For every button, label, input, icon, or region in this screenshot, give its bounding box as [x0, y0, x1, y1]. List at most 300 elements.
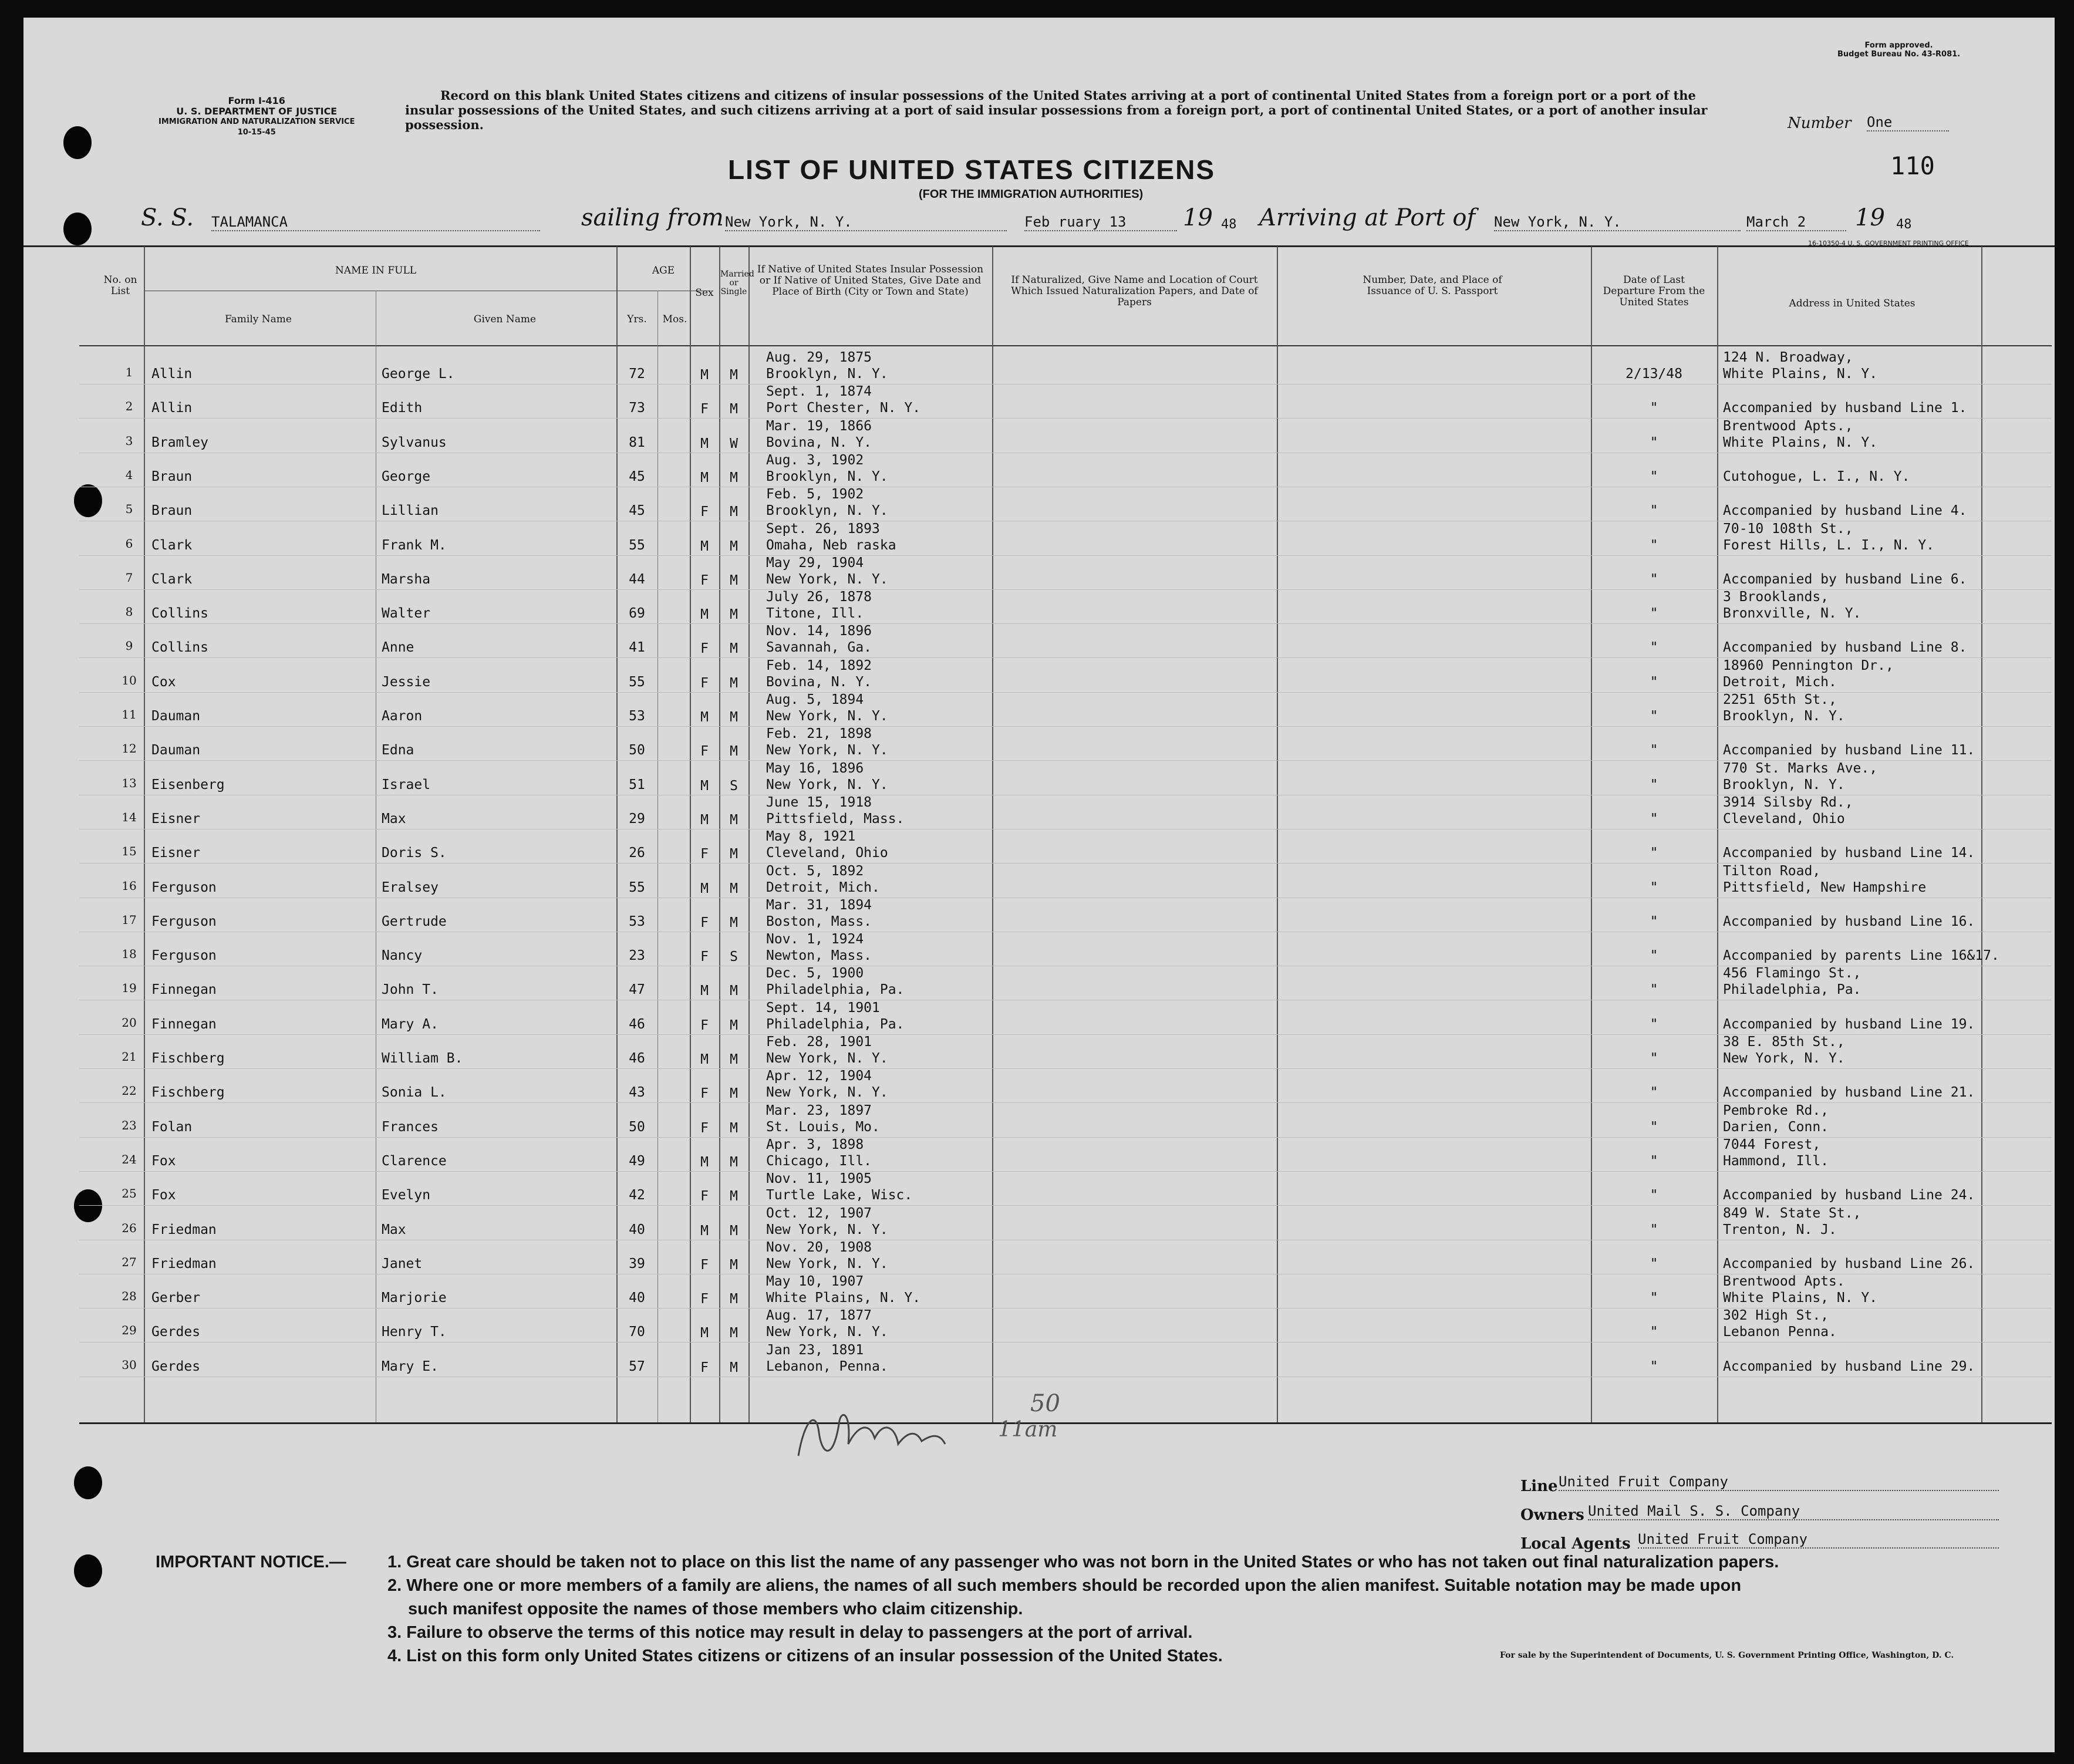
family-name: Ferguson	[151, 914, 217, 929]
row-number: 22	[122, 1084, 137, 1098]
birth-date: May 10, 1907	[766, 1274, 864, 1289]
approval-line: Budget Bureau No. 43-R081.	[1837, 50, 1961, 59]
last-departure: "	[1650, 845, 1658, 861]
marital-status: M	[730, 710, 738, 725]
birth-place: White Plains, N. Y.	[766, 1290, 921, 1306]
family-name: Eisner	[151, 845, 201, 861]
marital-status: M	[730, 846, 738, 862]
marital-status: M	[730, 504, 738, 520]
row-rule	[79, 555, 2052, 556]
address-line-2: New York, N. Y.	[1723, 1051, 1845, 1066]
birth-place: St. Louis, Mo.	[766, 1119, 880, 1135]
address-line-1: 18960 Pennington Dr.,	[1723, 658, 1894, 673]
marital-status: S	[730, 949, 738, 964]
birth-place: Philadelphia, Pa.	[766, 1017, 905, 1032]
marital-status: M	[730, 812, 738, 828]
sex: F	[700, 1360, 709, 1375]
last-departure: "	[1650, 400, 1658, 416]
family-name: Ferguson	[151, 880, 217, 895]
address-line-2: Cutohogue, L. I., N. Y.	[1723, 469, 1910, 484]
row-number: 16	[122, 879, 137, 893]
marital-status: W	[730, 436, 738, 451]
col-divider	[144, 247, 145, 1422]
address-line-2: Darien, Conn.	[1723, 1119, 1829, 1135]
birth-date: Dec. 5, 1900	[766, 966, 864, 981]
marital-status: M	[730, 983, 738, 999]
marital-status: M	[730, 1018, 738, 1033]
last-departure: "	[1650, 1324, 1658, 1340]
birth-date: May 29, 1904	[766, 555, 864, 571]
family-name: Allin	[151, 366, 193, 382]
last-departure: "	[1650, 469, 1658, 484]
last-departure: "	[1650, 914, 1658, 929]
notice-item-2: 2. Where one or more members of a family are aliens, the names of all such members should be recorded upon the alien manifest. Suitable notation may be made upon	[387, 1576, 1742, 1595]
birth-date: Aug. 29, 1875	[766, 350, 872, 365]
punch-hole	[74, 1554, 102, 1587]
given-name: Doris S.	[382, 845, 447, 861]
address-line-1: 3914 Silsby Rd.,	[1723, 795, 1853, 810]
birth-place: Brooklyn, N. Y.	[766, 503, 888, 518]
punch-hole	[74, 1466, 102, 1499]
notice-item-2-cont: such manifest opposite the names of those members who claim citizenship.	[408, 1600, 1023, 1618]
address-line-2: Trenton, N. J.	[1723, 1222, 1837, 1237]
last-departure: "	[1650, 538, 1658, 553]
handwritten-note: 11am	[998, 1418, 1058, 1442]
col-divider	[719, 247, 720, 1422]
row-number: 7	[125, 571, 133, 585]
birth-date: Sept. 26, 1893	[766, 521, 880, 537]
table-header-rule	[79, 345, 2052, 346]
row-number: 20	[122, 1016, 137, 1030]
address-line-1: 770 St. Marks Ave.,	[1723, 761, 1878, 776]
row-rule	[79, 1171, 2052, 1172]
sex: F	[700, 676, 709, 691]
last-departure: 2/13/48	[1626, 366, 1682, 382]
marital-status: M	[730, 915, 738, 930]
last-departure: "	[1650, 435, 1658, 450]
last-departure: "	[1650, 572, 1658, 587]
family-name: Gerdes	[151, 1359, 201, 1374]
address-line-2: Accompanied by husband Line 1.	[1723, 400, 1967, 416]
birth-place: New York, N. Y.	[766, 1085, 888, 1100]
last-departure: "	[1650, 880, 1658, 895]
family-name: Dauman	[151, 709, 201, 724]
birth-date: Feb. 5, 1902	[766, 487, 864, 502]
address-line-1: Tilton Road,	[1723, 864, 1821, 879]
age-years: 53	[629, 709, 645, 724]
birth-date: Sept. 1, 1874	[766, 384, 872, 399]
row-number: 27	[122, 1255, 137, 1269]
sex: M	[700, 1155, 709, 1170]
sex: F	[700, 1121, 709, 1136]
marital-status: M	[730, 1325, 738, 1341]
owners-label: Owners	[1520, 1506, 1584, 1524]
birth-place: New York, N. Y.	[766, 1051, 888, 1066]
sex: F	[700, 641, 709, 656]
age-years: 50	[629, 743, 645, 758]
given-name: Eralsey	[382, 880, 439, 895]
address-line-2: Accompanied by husband Line 8.	[1723, 640, 1967, 655]
family-name: Clark	[151, 538, 193, 553]
notice-item-3: 3. Failure to observe the terms of this notice may result in delay to passengers at the port of arrival.	[387, 1623, 1193, 1642]
birth-date: Apr. 12, 1904	[766, 1068, 872, 1084]
age-years: 49	[629, 1153, 645, 1169]
given-name: Gertrude	[382, 914, 447, 929]
family-name: Clark	[151, 572, 193, 587]
address-line-1: 7044 Forest,	[1723, 1137, 1821, 1152]
birth-place: Brooklyn, N. Y.	[766, 366, 888, 382]
age-years: 73	[629, 400, 645, 416]
marital-status: M	[730, 744, 738, 759]
address-line-2: Accompanied by husband Line 29.	[1723, 1359, 1975, 1374]
notice-heading: IMPORTANT NOTICE.—	[156, 1553, 346, 1571]
address-line-2: Pittsfield, New Hampshire	[1723, 880, 1927, 895]
sex: M	[700, 778, 709, 794]
given-name: George	[382, 469, 431, 484]
birth-place: New York, N. Y.	[766, 777, 888, 792]
address-line-1: Pembroke Rd.,	[1723, 1103, 1829, 1118]
birth-date: Feb. 21, 1898	[766, 726, 872, 741]
col-divider	[657, 291, 658, 1422]
address-line-2: Accompanied by husband Line 4.	[1723, 503, 1967, 518]
punch-hole	[63, 213, 92, 245]
address-line-1: 38 E. 85th St.,	[1723, 1034, 1845, 1050]
col-divider	[992, 247, 993, 1422]
address-line-1: 70-10 108th St.,	[1723, 521, 1853, 537]
given-name: Edna	[382, 743, 414, 758]
last-departure: "	[1650, 1153, 1658, 1169]
family-name: Eisner	[151, 811, 201, 827]
row-rule	[79, 1342, 2052, 1343]
last-departure: "	[1650, 503, 1658, 518]
family-name: Bramley	[151, 435, 208, 450]
given-name: Sylvanus	[382, 435, 447, 450]
given-name: Nancy	[382, 948, 423, 963]
row-number: 8	[125, 605, 133, 619]
last-departure: "	[1650, 1188, 1658, 1203]
given-name: Jessie	[382, 674, 431, 690]
family-name: Collins	[151, 640, 208, 655]
address-line-2: Accompanied by husband Line 16.	[1723, 914, 1975, 929]
address-line-2: Cleveland, Ohio	[1723, 811, 1845, 827]
col-divider	[1981, 247, 1982, 1422]
sailing-from: New York, N. Y.	[725, 214, 1007, 231]
address-line-1: Brentwood Apts.,	[1723, 419, 1853, 434]
agents-value: United Fruit Company	[1638, 1531, 1999, 1549]
row-number: 25	[122, 1186, 137, 1200]
manifest-sheet	[23, 18, 2055, 1752]
notice-item-4: 4. List on this form only United States citizens or citizens of an insular possession of the United States.	[387, 1647, 1223, 1665]
col-header-yrs: Yrs.	[627, 313, 647, 325]
birth-place: Port Chester, N. Y.	[766, 400, 921, 416]
sex: F	[700, 846, 709, 862]
address-line-2: Brooklyn, N. Y.	[1723, 709, 1845, 724]
given-name: Aaron	[382, 709, 423, 724]
age-years: 41	[629, 640, 645, 655]
given-name: Janet	[382, 1256, 423, 1271]
address-line-1: 3 Brooklands,	[1723, 589, 1829, 605]
birth-place: Chicago, Ill.	[766, 1153, 872, 1169]
age-years: 45	[629, 503, 645, 518]
marital-status: M	[730, 1360, 738, 1375]
given-name: Marsha	[382, 572, 431, 587]
age-years: 50	[629, 1119, 645, 1135]
birth-date: Nov. 1, 1924	[766, 932, 864, 947]
row-number: 4	[125, 468, 133, 482]
birth-place: New York, N. Y.	[766, 709, 888, 724]
sex: F	[700, 949, 709, 964]
family-name: Braun	[151, 503, 193, 518]
row-number: 14	[122, 810, 137, 824]
sailing-date: Feb ruary 13	[1024, 214, 1177, 231]
ss-label: S. S.	[141, 204, 194, 231]
last-departure: "	[1650, 982, 1658, 997]
birth-date: Aug. 3, 1902	[766, 453, 864, 468]
sailing-year-prefix: 19	[1183, 204, 1213, 231]
given-name: Max	[382, 811, 406, 827]
arriving-year: 48	[1896, 217, 1912, 232]
sex: F	[700, 573, 709, 588]
birth-place: Pittsfield, Mass.	[766, 811, 905, 827]
punch-hole	[74, 484, 102, 517]
family-name: Braun	[151, 469, 193, 484]
last-departure: "	[1650, 640, 1658, 655]
family-name: Gerdes	[151, 1324, 201, 1340]
sex: F	[700, 1189, 709, 1204]
address-line-2: Accompanied by husband Line 6.	[1723, 572, 1967, 587]
col-divider	[1717, 247, 1718, 1422]
address-line-2: White Plains, N. Y.	[1723, 366, 1878, 382]
age-years: 46	[629, 1051, 645, 1066]
given-name: Mary E.	[382, 1359, 439, 1374]
given-name: Evelyn	[382, 1188, 431, 1203]
family-name: Collins	[151, 606, 208, 621]
row-number: 28	[122, 1289, 137, 1303]
birth-date: Sept. 14, 1901	[766, 1000, 880, 1016]
address-line-1: 2251 65th St.,	[1723, 692, 1837, 707]
given-name: Frances	[382, 1119, 439, 1135]
row-number: 6	[125, 537, 133, 551]
marital-status: M	[730, 1257, 738, 1273]
page-title: LIST OF UNITED STATES CITIZENS	[728, 154, 1216, 185]
arriving-year-prefix: 19	[1855, 204, 1885, 231]
form-id: Form I-416	[228, 95, 285, 106]
given-name: George L.	[382, 366, 455, 382]
address-line-1: 124 N. Broadway,	[1723, 350, 1853, 365]
row-number: 30	[122, 1358, 137, 1372]
col-header-address: Address in United States	[1789, 298, 1916, 309]
family-name: Friedman	[151, 1256, 217, 1271]
birth-place: Lebanon, Penna.	[766, 1359, 888, 1374]
col-header-naturalized: If Naturalized, Give Name and Location of Court Which Issued Naturalization Papers, and Date of Papers	[1011, 274, 1258, 308]
address-line-2: Accompanied by husband Line 21.	[1723, 1085, 1975, 1100]
row-number: 2	[125, 399, 133, 413]
birth-place: New York, N. Y.	[766, 1256, 888, 1271]
birth-place: Turtle Lake, Wisc.	[766, 1188, 913, 1203]
age-years: 70	[629, 1324, 645, 1340]
family-name: Cox	[151, 674, 176, 690]
birth-date: Oct. 12, 1907	[766, 1206, 872, 1221]
sex: M	[700, 983, 709, 999]
row-rule	[79, 623, 2052, 624]
row-number: 23	[122, 1118, 137, 1132]
address-line-2: Accompanied by husband Line 19.	[1723, 1017, 1975, 1032]
number-label: Number	[1788, 114, 1852, 132]
given-name: Anne	[382, 640, 414, 655]
birth-place: Titone, Ill.	[766, 606, 864, 621]
birth-place: Boston, Mass.	[766, 914, 872, 929]
given-name: Edith	[382, 400, 423, 416]
sex: M	[700, 607, 709, 622]
family-name: Fox	[151, 1188, 176, 1203]
address-line-2: Brooklyn, N. Y.	[1723, 777, 1845, 792]
last-departure: "	[1650, 709, 1658, 724]
punch-hole	[74, 1189, 102, 1222]
birth-place: New York, N. Y.	[766, 743, 888, 758]
arriving-date: March 2	[1746, 214, 1846, 231]
col-header-name: NAME IN FULL	[335, 265, 417, 276]
marital-status: M	[730, 1086, 738, 1101]
marital-status: M	[730, 1155, 738, 1170]
address-line-1: Brentwood Apts.	[1723, 1274, 1845, 1289]
birth-date: Aug. 17, 1877	[766, 1308, 872, 1323]
age-years: 26	[629, 845, 645, 861]
sex: M	[700, 710, 709, 725]
given-name: Mary A.	[382, 1017, 439, 1032]
given-name: Frank M.	[382, 538, 447, 553]
given-name: Clarence	[382, 1153, 447, 1169]
age-years: 81	[629, 435, 645, 450]
row-number: 26	[122, 1221, 137, 1235]
sex: F	[700, 504, 709, 520]
given-name: Walter	[382, 606, 431, 621]
marital-status: M	[730, 1052, 738, 1067]
birth-date: June 15, 1918	[766, 795, 872, 810]
last-departure: "	[1650, 743, 1658, 758]
birth-place: Bovina, N. Y.	[766, 435, 872, 450]
row-rule	[79, 726, 2052, 727]
col-header-married: Married or Single	[720, 269, 754, 296]
col-divider	[748, 247, 750, 1422]
handwritten-note: 50	[1030, 1390, 1060, 1417]
last-departure: "	[1650, 1051, 1658, 1066]
birth-date: Mar. 31, 1894	[766, 898, 872, 913]
age-years: 47	[629, 982, 645, 997]
birth-place: Omaha, Neb raska	[766, 538, 896, 553]
family-name: Fischberg	[151, 1051, 225, 1066]
marital-status: M	[730, 1291, 738, 1307]
sex: M	[700, 812, 709, 828]
birth-date: Apr. 3, 1898	[766, 1137, 864, 1152]
row-number: 29	[122, 1323, 137, 1337]
address-line-2: Philadelphia, Pa.	[1723, 982, 1861, 997]
age-years: 51	[629, 777, 645, 792]
birth-date: Aug. 5, 1894	[766, 692, 864, 707]
address-line-2: Forest Hills, L. I., N. Y.	[1723, 538, 1935, 553]
age-years: 42	[629, 1188, 645, 1203]
birth-date: July 26, 1878	[766, 589, 872, 605]
marital-status: M	[730, 641, 738, 656]
sex: F	[700, 1291, 709, 1307]
owners-value: United Mail S. S. Company	[1588, 1503, 1999, 1520]
sex: F	[700, 402, 709, 417]
age-years: 45	[629, 469, 645, 484]
address-line-2: Accompanied by husband Line 11.	[1723, 743, 1975, 758]
birth-date: Nov. 20, 1908	[766, 1240, 872, 1255]
address-line-2: Accompanied by parents Line 16&17.	[1723, 948, 1999, 963]
address-line-2: Accompanied by husband Line 14.	[1723, 845, 1975, 861]
birth-date: Mar. 19, 1866	[766, 419, 872, 434]
row-number: 17	[122, 913, 137, 927]
row-number: 1	[125, 365, 133, 379]
family-name: Fischberg	[151, 1085, 225, 1100]
col-divider	[1591, 247, 1592, 1422]
address-line-2: Bronxville, N. Y.	[1723, 606, 1861, 621]
col-header-sex: Sex	[695, 287, 714, 299]
birth-place: Philadelphia, Pa.	[766, 982, 905, 997]
birth-date: May 16, 1896	[766, 761, 864, 776]
marital-status: M	[730, 881, 738, 896]
marital-status: M	[730, 402, 738, 417]
age-years: 69	[629, 606, 645, 621]
last-departure: "	[1650, 1256, 1658, 1271]
row-number: 13	[122, 776, 137, 790]
col-header-age: AGE	[652, 265, 675, 276]
marital-status: M	[730, 367, 738, 383]
birth-place: Savannah, Ga.	[766, 640, 872, 655]
birth-place: New York, N. Y.	[766, 572, 888, 587]
sex: F	[700, 1018, 709, 1033]
line-label: Line	[1520, 1478, 1558, 1495]
age-years: 55	[629, 538, 645, 553]
age-years: 55	[629, 880, 645, 895]
sailing-year: 48	[1221, 217, 1237, 232]
given-name: Lillian	[382, 503, 439, 518]
sex: M	[700, 470, 709, 485]
col-header-departure: Date of Last Departure From the United States	[1603, 274, 1705, 308]
marital-status: M	[730, 1189, 738, 1204]
age-years: 23	[629, 948, 645, 963]
age-years: 29	[629, 811, 645, 827]
sex: M	[700, 367, 709, 383]
row-number: 10	[122, 673, 137, 687]
address-line-2: Accompanied by husband Line 24.	[1723, 1188, 1975, 1203]
approval-block	[1837, 41, 1960, 59]
row-number: 5	[125, 502, 133, 516]
address-line-2: Lebanon Penna.	[1723, 1324, 1837, 1340]
age-years: 44	[629, 572, 645, 587]
address-line-2: Hammond, Ill.	[1723, 1153, 1829, 1169]
family-name: Finnegan	[151, 982, 217, 997]
last-departure: "	[1650, 1017, 1658, 1032]
col-header-native: If Native of United States Insular Possession or If Native of United States, Give Date and Place of Birth (City or Town and State)	[757, 264, 984, 298]
department: U. S. DEPARTMENT OF JUSTICE	[176, 106, 338, 117]
last-departure: "	[1650, 1359, 1658, 1374]
number-value: One	[1867, 114, 1949, 131]
marital-status: M	[730, 1223, 738, 1239]
given-name: William B.	[382, 1051, 463, 1066]
birth-date: Feb. 14, 1892	[766, 658, 872, 673]
marital-status: M	[730, 676, 738, 691]
last-departure: "	[1650, 674, 1658, 690]
row-number: 24	[122, 1152, 137, 1166]
last-departure: "	[1650, 777, 1658, 792]
address-line-2: Detroit, Mich.	[1723, 674, 1837, 690]
service: IMMIGRATION AND NATURALIZATION SERVICE	[158, 117, 355, 126]
birth-place: New York, N. Y.	[766, 1222, 888, 1237]
marital-status: M	[730, 573, 738, 588]
sale-note: For sale by the Superintendent of Documents, U. S. Government Printing Office, Washington, D. C.	[1500, 1651, 1954, 1660]
